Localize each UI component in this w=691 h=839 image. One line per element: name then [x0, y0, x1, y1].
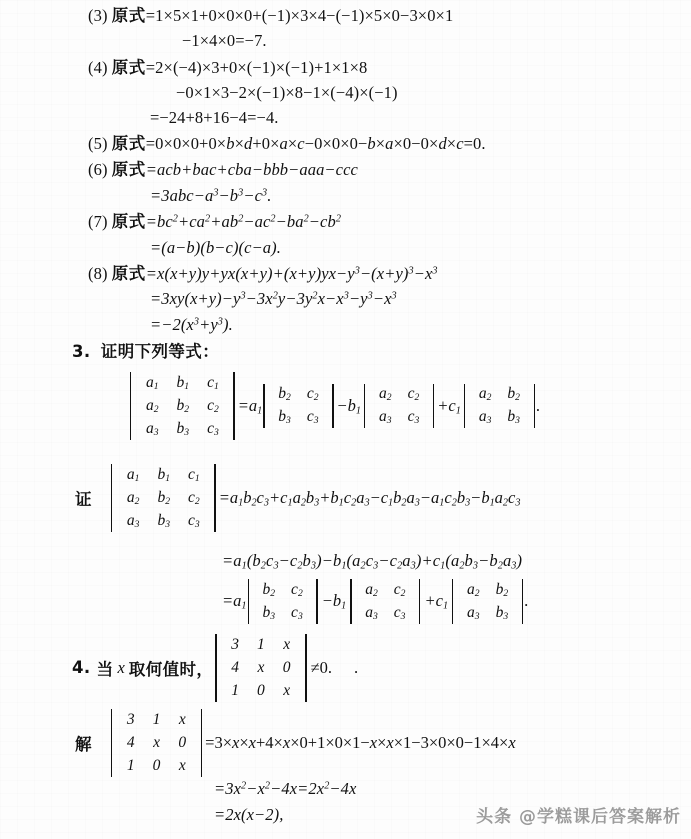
- section4-question: [72, 633, 358, 703]
- exercise-8-label: (8): [88, 264, 108, 283]
- exercise-7-line2: =(a−b)(b−c)(c−a).: [150, 238, 281, 257]
- exercise-5-label: (5): [88, 134, 108, 153]
- exercise-6-line2: $=3abc-a^3-b^3-c^3$.: [150, 186, 272, 205]
- statement-op3: $+c_1$: [437, 395, 461, 417]
- proof-final-op1: $=a_1$: [222, 591, 247, 612]
- exercise-4-line2: [176, 85, 398, 102]
- section4-question-pre: 当: [96, 659, 114, 679]
- statement-minor-2: $a_2$ $c_2$ $a_3$ $c_3$: [364, 383, 434, 430]
- exercise-7-lead: 原式: [111, 212, 146, 231]
- proof-expansion: $=a_1b_2c_3+c_1a_2b_3+b_1c_2a_3-c_1b_2a_3-a_1c_2b_3-b_1a_2c_3$: [218, 487, 521, 509]
- section3-statement: [129, 371, 540, 441]
- section3-title: 证明下列等式：: [100, 342, 220, 361]
- section4-number: 4.: [72, 658, 91, 678]
- exercise-6-lead: 原式: [111, 160, 146, 179]
- section4-trailing-dot: .: [353, 657, 359, 677]
- proof-final-op2: $-b_1$: [321, 591, 347, 612]
- statement-period: .: [535, 395, 541, 415]
- exercise-3-label: (3): [88, 6, 108, 25]
- section4-question-post: 取何值时，: [128, 659, 214, 679]
- proof-determinant: $a_1$ $b_1$ $c_1$ $a_2$ $b_2$ $c_2$ $a_3$ $b_3$ $c_3$: [111, 463, 216, 533]
- exercise-8-line3: $=-2(x^3+y^3)$.: [150, 315, 233, 334]
- solution-expansion: =3×x×x+4×x×0+1×0×1−x×x×1−3×0×0−1×4×x: [205, 732, 516, 752]
- proof-minor-2: $a_2$ $c_2$ $a_3$ $c_3$: [350, 578, 420, 625]
- exercise-4-expr3: =−24+8+16−4=−4.: [150, 108, 279, 127]
- proof-grouped-line: $=a_1(b_2c_3-c_2b_3)-b_1(a_2c_3-c_2a_3)+c_1(a_2b_3-b_2a_3)$: [222, 551, 523, 572]
- section4-question-var: x: [117, 657, 125, 677]
- exercise-5-lead: 原式: [111, 134, 146, 153]
- exercise-4-expr1: =2×(−4)×3+0×(−1)×(−1)+1×1×8: [145, 58, 368, 77]
- section4-determinant: 3 1 x 4 x 0 1 0 x: [215, 633, 306, 703]
- statement-op1: $=a_1$: [237, 395, 263, 417]
- solution-row: [75, 708, 516, 778]
- proof-final-period: .: [524, 591, 529, 611]
- section3-number: 3.: [72, 342, 91, 361]
- exercise-7-label: (7): [88, 212, 108, 231]
- proof-label: 证: [75, 489, 92, 509]
- exercise-6-line1: [88, 162, 358, 179]
- exercise-5-line1: [88, 136, 486, 153]
- proof-final-op3: $+c_1$: [424, 591, 449, 612]
- exercise-8-line2: $=3xy(x+y)-y^3-3x^2y-3y^2x-x^3-y^3-x^3$: [150, 289, 397, 308]
- watermark: 头条 @学糕课后答案解析: [476, 807, 681, 827]
- exercise-3-expr1: =1×5×1+0×0×0+(−1)×3×4−(−1)×5×0−3×0×1: [145, 6, 454, 25]
- exercise-4-label: (4): [88, 58, 108, 77]
- statement-minor-1: $b_2$ $c_2$ $b_3$ $c_3$: [263, 383, 333, 430]
- section3-heading: [72, 344, 219, 361]
- proof-minor-3: $a_2$ $b_2$ $a_3$ $b_3$: [452, 578, 523, 625]
- statement-lhs-determinant: $a_1$ $b_1$ $c_1$ $a_2$ $b_2$ $c_2$ $a_3$ $b_3$ $c_3$: [130, 371, 235, 441]
- proof-final-row: [222, 578, 528, 625]
- exercise-8-expr1: $=x(x+y)y+yx(x+y)+(x+y)yx-y^3-(x+y)^3-x^3$: [145, 264, 438, 283]
- exercise-3-line1: [88, 8, 453, 25]
- section4-condition: ≠0.: [310, 657, 332, 677]
- exercise-8-lead: 原式: [111, 264, 146, 283]
- exercise-3-expr2: −1×4×0=−7.: [182, 31, 267, 50]
- exercise-4-lead: 原式: [111, 58, 146, 77]
- proof-row: [75, 463, 520, 533]
- exercise-8-line1: [88, 266, 438, 283]
- exercise-7-expr1: $=bc^2+ca^2+ab^2-ac^2-ba^2-cb^2$: [145, 212, 342, 231]
- statement-minor-3: $a_2$ $b_2$ $a_3$ $b_3$: [464, 383, 535, 430]
- solution-label: 解: [75, 734, 92, 754]
- exercise-3-lead: 原式: [111, 6, 146, 25]
- exercise-5-expr1: =0×0×0+0×b×d+0×a×c−0×0×0−b×a×0−0×d×c=0.: [145, 134, 486, 153]
- exercise-6-label: (6): [88, 160, 108, 179]
- exercise-7-line1: [88, 214, 341, 231]
- exercise-4-line1: [88, 60, 367, 77]
- exercise-4-expr2: −0×1×3−2×(−1)×8−1×(−4)×(−1): [176, 83, 398, 102]
- solution-line3: =2x(x−2),: [214, 805, 284, 824]
- exercise-6-expr1: =acb+bac+cba−bbb−aaa−ccc: [145, 160, 358, 179]
- solution-determinant: 3 1 x 4 x 0 1 0 x: [111, 708, 202, 778]
- proof-minor-1: $b_2$ $c_2$ $b_3$ $c_3$: [248, 578, 318, 625]
- exercise-4-line3: [150, 110, 279, 127]
- statement-op2: $-b_1$: [336, 395, 362, 417]
- exercise-3-line2: [182, 33, 267, 50]
- solution-line2: $=3x^2-x^2-4x=2x^2-4x$: [214, 779, 357, 798]
